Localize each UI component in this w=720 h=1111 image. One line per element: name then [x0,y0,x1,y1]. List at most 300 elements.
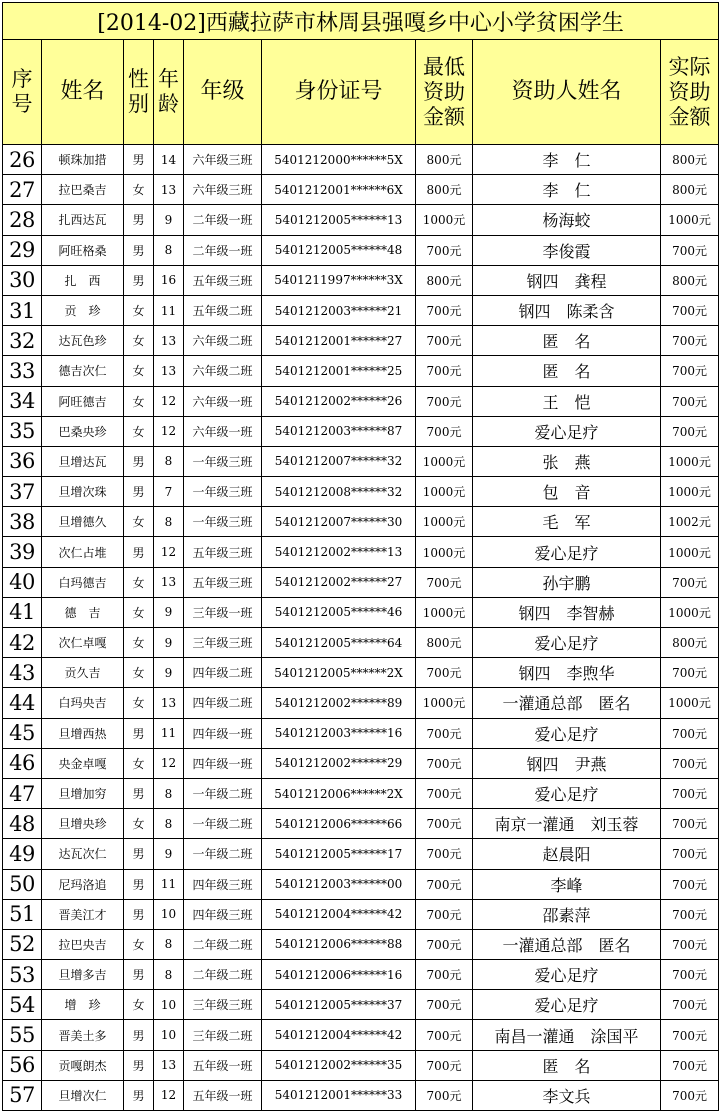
cell-id-number: 5401212003******87 [262,416,416,446]
cell-name: 旦增央珍 [42,809,124,839]
cell-actual-amount: 700元 [661,718,719,748]
cell-grade: 四年级二班 [184,658,262,688]
cell-donor: 爱心足疗 [473,416,661,446]
table-row [3,446,719,476]
cell-sex: 男 [124,446,154,476]
cell-age: 12 [154,1080,184,1110]
cell-no: 49 [3,839,42,869]
cell-min-amount: 700元 [416,718,473,748]
cell-age: 11 [154,869,184,899]
cell-grade: 六年级三班 [184,145,262,175]
cell-min-amount: 1000元 [416,477,473,507]
table-row [3,235,719,265]
cell-actual-amount: 700元 [661,1080,719,1110]
cell-actual-amount: 1000元 [661,477,719,507]
cell-sex: 女 [124,658,154,688]
cell-grade: 四年级三班 [184,899,262,929]
cell-actual-amount: 1000元 [661,537,719,567]
table-row [3,295,719,325]
cell-name: 顿珠加措 [42,145,124,175]
cell-id-number: 5401212002******27 [262,567,416,597]
cell-donor: 李俊霞 [473,235,661,265]
cell-actual-amount: 700元 [661,658,719,688]
table-body [3,145,719,1111]
cell-min-amount: 700元 [416,778,473,808]
header-actual-amount: 实际资助金额 [661,40,719,145]
cell-sex: 男 [124,1020,154,1050]
cell-no: 48 [3,809,42,839]
cell-donor: 包 音 [473,477,661,507]
table-row [3,1080,719,1110]
table-row [3,869,719,899]
cell-donor: 爱心足疗 [473,778,661,808]
cell-id-number: 5401212005******64 [262,628,416,658]
cell-grade: 四年级一班 [184,718,262,748]
cell-grade: 五年级一班 [184,1050,262,1080]
cell-donor: 钢四 尹燕 [473,748,661,778]
cell-donor: 李 仁 [473,145,661,175]
cell-actual-amount: 1000元 [661,597,719,627]
cell-min-amount: 1000元 [416,446,473,476]
table-row [3,507,719,537]
cell-sex: 男 [124,1050,154,1080]
table-row [3,416,719,446]
cell-min-amount: 800元 [416,145,473,175]
cell-age: 8 [154,929,184,959]
cell-id-number: 5401212001******27 [262,326,416,356]
cell-min-amount: 800元 [416,175,473,205]
cell-actual-amount: 700元 [661,235,719,265]
cell-actual-amount: 700元 [661,809,719,839]
cell-age: 10 [154,1020,184,1050]
cell-age: 9 [154,658,184,688]
cell-no: 47 [3,778,42,808]
cell-name: 阿旺格桑 [42,235,124,265]
cell-name: 贡嘎朗杰 [42,1050,124,1080]
cell-name: 贡久吉 [42,658,124,688]
cell-actual-amount: 700元 [661,778,719,808]
cell-grade: 二年级一班 [184,205,262,235]
cell-id-number: 5401212005******17 [262,839,416,869]
cell-age: 13 [154,356,184,386]
cell-donor: 爱心足疗 [473,537,661,567]
cell-name: 晋美江才 [42,899,124,929]
cell-donor: 钢四 李智赫 [473,597,661,627]
cell-age: 9 [154,597,184,627]
cell-no: 41 [3,597,42,627]
cell-actual-amount: 700元 [661,326,719,356]
cell-no: 37 [3,477,42,507]
cell-donor: 李文兵 [473,1080,661,1110]
cell-actual-amount: 700元 [661,295,719,325]
cell-grade: 六年级一班 [184,386,262,416]
cell-sex: 女 [124,990,154,1020]
table-row [3,778,719,808]
cell-donor: 匿 名 [473,326,661,356]
cell-min-amount: 700元 [416,658,473,688]
cell-actual-amount: 700元 [661,990,719,1020]
cell-min-amount: 700元 [416,1020,473,1050]
cell-donor: 孙宇鹏 [473,567,661,597]
cell-min-amount: 700元 [416,416,473,446]
cell-no: 42 [3,628,42,658]
cell-grade: 三年级一班 [184,597,262,627]
cell-actual-amount: 700元 [661,748,719,778]
table-row [3,929,719,959]
cell-actual-amount: 800元 [661,628,719,658]
cell-age: 8 [154,960,184,990]
cell-actual-amount: 800元 [661,145,719,175]
cell-min-amount: 700元 [416,326,473,356]
table-row [3,175,719,205]
cell-donor: 邵素萍 [473,899,661,929]
cell-name: 次仁占堆 [42,537,124,567]
cell-min-amount: 1000元 [416,597,473,627]
cell-id-number: 5401212006******16 [262,960,416,990]
cell-donor: 毛 军 [473,507,661,537]
cell-actual-amount: 700元 [661,960,719,990]
cell-name: 央金卓嘎 [42,748,124,778]
cell-grade: 三年级三班 [184,628,262,658]
cell-age: 8 [154,507,184,537]
cell-donor: 李峰 [473,869,661,899]
cell-actual-amount: 1000元 [661,205,719,235]
cell-grade: 一年级二班 [184,839,262,869]
cell-id-number: 5401212004******42 [262,1020,416,1050]
cell-donor: 钢四 龚程 [473,265,661,295]
cell-id-number: 5401212002******89 [262,688,416,718]
cell-sex: 女 [124,326,154,356]
cell-donor: 杨海蛟 [473,205,661,235]
cell-donor: 一灌通总部 匿名 [473,688,661,718]
cell-id-number: 5401211997******3X [262,265,416,295]
cell-actual-amount: 700元 [661,567,719,597]
cell-age: 11 [154,295,184,325]
cell-sex: 女 [124,175,154,205]
cell-id-number: 5401212007******32 [262,446,416,476]
cell-name: 旦增次仁 [42,1080,124,1110]
cell-actual-amount: 1002元 [661,507,719,537]
cell-sex: 女 [124,356,154,386]
cell-sex: 女 [124,507,154,537]
cell-donor: 南昌一灌通 涂国平 [473,1020,661,1050]
cell-donor: 赵晨阳 [473,839,661,869]
cell-min-amount: 700元 [416,990,473,1020]
cell-no: 50 [3,869,42,899]
cell-name: 达瓦次仁 [42,839,124,869]
cell-donor: 爱心足疗 [473,718,661,748]
cell-no: 39 [3,537,42,567]
cell-actual-amount: 700元 [661,1050,719,1080]
header-no: 序号 [3,40,42,145]
table-row [3,265,719,295]
cell-id-number: 5401212006******2X [262,778,416,808]
cell-grade: 二年级一班 [184,235,262,265]
cell-donor: 钢四 陈柔含 [473,295,661,325]
table-row [3,356,719,386]
cell-name: 晋美土多 [42,1020,124,1050]
cell-id-number: 5401212002******29 [262,748,416,778]
cell-grade: 二年级二班 [184,960,262,990]
cell-min-amount: 1000元 [416,537,473,567]
cell-id-number: 5401212005******37 [262,990,416,1020]
cell-grade: 四年级三班 [184,869,262,899]
cell-id-number: 5401212000******5X [262,145,416,175]
cell-grade: 一年级二班 [184,809,262,839]
cell-sex: 女 [124,386,154,416]
table-row [3,567,719,597]
cell-name: 白玛德吉 [42,567,124,597]
cell-sex: 女 [124,628,154,658]
cell-grade: 六年级二班 [184,356,262,386]
cell-age: 10 [154,899,184,929]
cell-no: 34 [3,386,42,416]
cell-no: 35 [3,416,42,446]
cell-age: 13 [154,688,184,718]
cell-id-number: 5401212006******88 [262,929,416,959]
cell-min-amount: 700元 [416,839,473,869]
cell-grade: 五年级二班 [184,295,262,325]
table-row [3,688,719,718]
cell-sex: 女 [124,809,154,839]
header-id: 身份证号 [262,40,416,145]
cell-age: 12 [154,537,184,567]
table-row [3,748,719,778]
table-row [3,718,719,748]
cell-sex: 男 [124,235,154,265]
header-donor: 资助人姓名 [473,40,661,145]
cell-sex: 男 [124,477,154,507]
cell-sex: 女 [124,295,154,325]
cell-actual-amount: 700元 [661,386,719,416]
cell-age: 8 [154,778,184,808]
cell-name: 增 珍 [42,990,124,1020]
cell-age: 8 [154,809,184,839]
table-row [3,809,719,839]
cell-actual-amount: 800元 [661,265,719,295]
cell-no: 36 [3,446,42,476]
cell-no: 32 [3,326,42,356]
cell-no: 28 [3,205,42,235]
cell-no: 56 [3,1050,42,1080]
cell-age: 12 [154,416,184,446]
cell-actual-amount: 700元 [661,416,719,446]
cell-grade: 一年级二班 [184,778,262,808]
cell-no: 44 [3,688,42,718]
cell-min-amount: 700元 [416,295,473,325]
cell-id-number: 5401212004******42 [262,899,416,929]
cell-grade: 一年级三班 [184,507,262,537]
table-row [3,1050,719,1080]
cell-grade: 二年级二班 [184,929,262,959]
cell-actual-amount: 700元 [661,839,719,869]
cell-sex: 男 [124,265,154,295]
cell-name: 旦增次珠 [42,477,124,507]
cell-sex: 男 [124,205,154,235]
cell-donor: 张 燕 [473,446,661,476]
cell-sex: 男 [124,960,154,990]
cell-name: 白玛央吉 [42,688,124,718]
cell-grade: 六年级一班 [184,416,262,446]
cell-no: 55 [3,1020,42,1050]
cell-id-number: 5401212003******00 [262,869,416,899]
cell-grade: 六年级三班 [184,175,262,205]
cell-min-amount: 1000元 [416,507,473,537]
cell-sex: 男 [124,839,154,869]
cell-no: 33 [3,356,42,386]
cell-age: 10 [154,990,184,1020]
cell-id-number: 5401212007******30 [262,507,416,537]
table-row [3,628,719,658]
cell-donor: 一灌通总部 匿名 [473,929,661,959]
cell-actual-amount: 1000元 [661,688,719,718]
cell-name: 扎西达瓦 [42,205,124,235]
cell-id-number: 5401212003******21 [262,295,416,325]
cell-id-number: 5401212005******13 [262,205,416,235]
cell-min-amount: 700元 [416,809,473,839]
cell-sex: 男 [124,718,154,748]
table-row [3,386,719,416]
cell-name: 阿旺德吉 [42,386,124,416]
cell-grade: 三年级二班 [184,1020,262,1050]
cell-no: 30 [3,265,42,295]
header-grade: 年级 [184,40,262,145]
cell-name: 德吉次仁 [42,356,124,386]
cell-id-number: 5401212008******32 [262,477,416,507]
cell-min-amount: 700元 [416,567,473,597]
cell-no: 53 [3,960,42,990]
cell-age: 16 [154,265,184,295]
cell-sex: 男 [124,1080,154,1110]
cell-grade: 一年级三班 [184,477,262,507]
cell-no: 52 [3,929,42,959]
cell-sex: 女 [124,688,154,718]
cell-donor: 李 仁 [473,175,661,205]
cell-name: 旦增多吉 [42,960,124,990]
cell-grade: 四年级一班 [184,748,262,778]
cell-age: 9 [154,628,184,658]
cell-grade: 五年级一班 [184,1080,262,1110]
cell-age: 13 [154,175,184,205]
header-sex: 性别 [124,40,154,145]
cell-age: 12 [154,386,184,416]
cell-name: 旦增德久 [42,507,124,537]
cell-min-amount: 1000元 [416,688,473,718]
cell-min-amount: 800元 [416,265,473,295]
cell-no: 38 [3,507,42,537]
cell-min-amount: 700元 [416,748,473,778]
cell-actual-amount: 1000元 [661,446,719,476]
cell-age: 9 [154,839,184,869]
cell-id-number: 5401212001******33 [262,1080,416,1110]
cell-id-number: 5401212002******35 [262,1050,416,1080]
header-name: 姓名 [42,40,124,145]
cell-sex: 男 [124,145,154,175]
cell-age: 9 [154,205,184,235]
cell-no: 27 [3,175,42,205]
cell-no: 26 [3,145,42,175]
cell-actual-amount: 700元 [661,929,719,959]
cell-sex: 女 [124,748,154,778]
cell-id-number: 5401212001******25 [262,356,416,386]
cell-age: 14 [154,145,184,175]
cell-age: 7 [154,477,184,507]
table-row [3,1020,719,1050]
cell-min-amount: 700元 [416,386,473,416]
cell-age: 13 [154,326,184,356]
cell-min-amount: 700元 [416,356,473,386]
cell-grade: 四年级二班 [184,688,262,718]
cell-min-amount: 700元 [416,235,473,265]
cell-actual-amount: 700元 [661,356,719,386]
cell-min-amount: 700元 [416,960,473,990]
student-aid-table [2,2,719,1111]
cell-name: 旦增加穷 [42,778,124,808]
cell-min-amount: 700元 [416,899,473,929]
cell-id-number: 5401212006******66 [262,809,416,839]
cell-id-number: 5401212005******2X [262,658,416,688]
cell-grade: 三年级三班 [184,990,262,1020]
cell-actual-amount: 700元 [661,1020,719,1050]
cell-min-amount: 700元 [416,929,473,959]
cell-sex: 男 [124,899,154,929]
cell-age: 8 [154,446,184,476]
table-row [3,839,719,869]
cell-min-amount: 700元 [416,869,473,899]
cell-name: 尼玛洛追 [42,869,124,899]
cell-name: 拉巴桑吉 [42,175,124,205]
cell-age: 13 [154,567,184,597]
table-row [3,960,719,990]
cell-age: 11 [154,718,184,748]
cell-grade: 五年级三班 [184,265,262,295]
cell-id-number: 5401212003******16 [262,718,416,748]
cell-age: 8 [154,235,184,265]
cell-donor: 匿 名 [473,356,661,386]
cell-no: 57 [3,1080,42,1110]
cell-no: 29 [3,235,42,265]
cell-name: 旦增西热 [42,718,124,748]
cell-no: 31 [3,295,42,325]
table-row [3,326,719,356]
cell-name: 拉巴央吉 [42,929,124,959]
cell-sex: 女 [124,567,154,597]
cell-donor: 钢四 李煦华 [473,658,661,688]
cell-id-number: 5401212002******13 [262,537,416,567]
cell-no: 43 [3,658,42,688]
cell-actual-amount: 800元 [661,175,719,205]
cell-sex: 女 [124,597,154,627]
table-row [3,205,719,235]
cell-sex: 男 [124,869,154,899]
cell-name: 贡 珍 [42,295,124,325]
page-title: [2014-02]西藏拉萨市林周县强嘎乡中心小学贫困学生 [3,3,719,40]
cell-no: 54 [3,990,42,1020]
cell-age: 13 [154,1050,184,1080]
cell-donor: 爱心足疗 [473,960,661,990]
cell-id-number: 5401212005******46 [262,597,416,627]
cell-no: 51 [3,899,42,929]
cell-min-amount: 700元 [416,1080,473,1110]
cell-name: 次仁卓嘎 [42,628,124,658]
cell-grade: 一年级三班 [184,446,262,476]
table-row [3,990,719,1020]
cell-min-amount: 800元 [416,628,473,658]
cell-name: 德 吉 [42,597,124,627]
cell-sex: 男 [124,778,154,808]
cell-actual-amount: 700元 [661,899,719,929]
cell-min-amount: 700元 [416,1050,473,1080]
